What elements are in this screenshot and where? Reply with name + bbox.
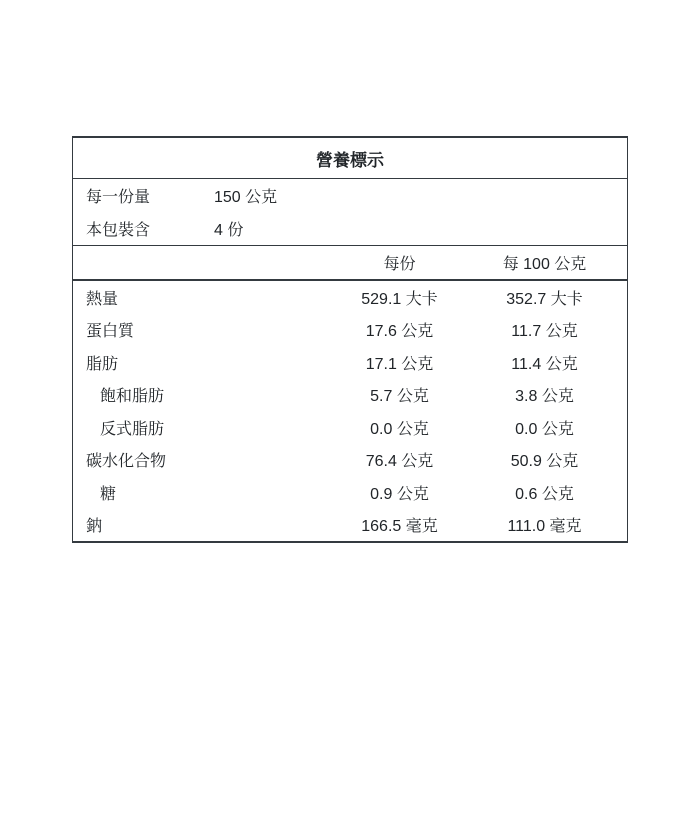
nutrient-name: 飽和脂肪	[100, 388, 165, 406]
nutrient-per-serving: 17.1 公克	[365, 355, 434, 373]
nutrient-per-serving: 0.9 公克	[370, 485, 429, 503]
nutrient-per-serving: 166.5 毫克	[361, 518, 438, 536]
nutrient-per-serving: 76.4 公克	[365, 453, 434, 471]
nutrient-per-serving: 5.7 公克	[370, 388, 429, 406]
nutrient-per-100g: 0.6 公克	[515, 485, 574, 503]
nutrient-name: 糖	[100, 485, 117, 503]
nutrition-label-title: 營養標示	[316, 150, 384, 170]
nutrient-per-serving: 17.6 公克	[365, 323, 434, 341]
nutrition-label-title-row	[73, 138, 627, 178]
nutrient-per-100g: 11.4 公克	[511, 355, 578, 373]
serving-info-section	[73, 178, 627, 245]
nutrient-name: 碳水化合物	[86, 453, 167, 471]
serving-size-label: 每一份量	[86, 189, 151, 206]
servings-per-package-label: 本包裝含	[86, 222, 151, 239]
servings-per-package-row	[73, 212, 627, 245]
nutrient-per-100g: 111.0 毫克	[507, 518, 582, 536]
nutrient-per-100g: 3.8 公克	[515, 388, 574, 406]
serving-size-row	[73, 179, 627, 212]
nutrient-per-100g: 352.7 大卡	[506, 290, 583, 308]
nutrient-row-calories	[73, 281, 627, 314]
servings-per-package-value: 4 份	[214, 222, 244, 239]
nutrient-per-100g: 0.0 公克	[515, 420, 574, 438]
nutrient-row-saturated-fat	[73, 379, 627, 412]
nutrient-per-100g: 11.7 公克	[511, 323, 578, 341]
nutrient-row-sodium	[73, 509, 627, 542]
serving-size-value: 150 公克	[214, 189, 278, 206]
column-header-per-serving: 每份	[383, 256, 416, 273]
nutrient-row-trans-fat	[73, 411, 627, 444]
nutrient-row-carbohydrate	[73, 444, 627, 477]
nutrient-name: 反式脂肪	[100, 420, 165, 438]
nutrition-label-table	[72, 136, 628, 543]
column-header-row	[73, 245, 627, 281]
column-header-per-100g: 每 100 公克	[502, 256, 587, 273]
nutrient-row-fat	[73, 346, 627, 379]
nutrient-per-100g: 50.9 公克	[510, 453, 579, 471]
nutrient-name: 鈉	[86, 518, 103, 536]
nutrient-name: 蛋白質	[86, 323, 135, 341]
nutrient-name: 脂肪	[86, 355, 119, 373]
nutrient-row-protein	[73, 314, 627, 347]
nutrient-per-serving: 529.1 大卡	[361, 290, 438, 308]
nutrient-name: 熱量	[86, 290, 119, 308]
nutrient-row-sugar	[73, 476, 627, 509]
nutrient-per-serving: 0.0 公克	[370, 420, 429, 438]
